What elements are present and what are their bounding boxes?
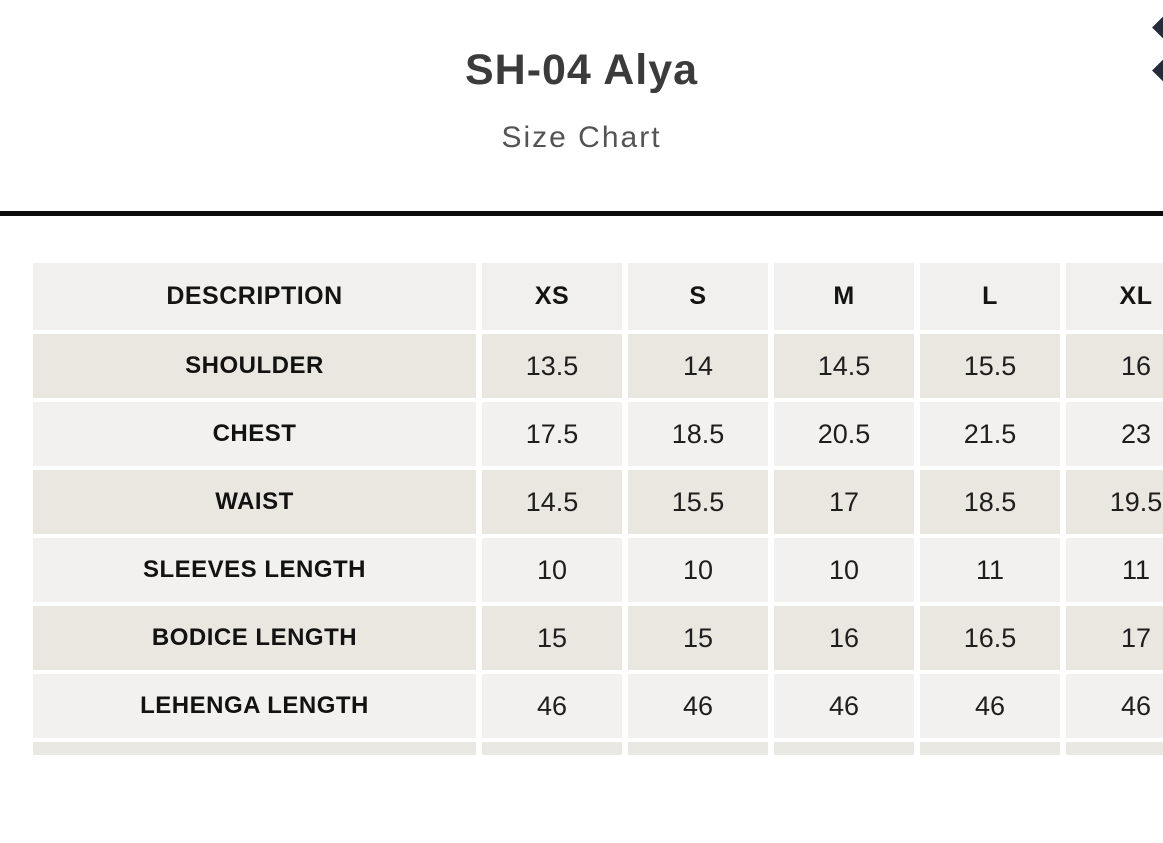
cell-value: 10 — [774, 538, 914, 602]
table-row-waist — [33, 470, 1163, 534]
row-label: WAIST — [33, 470, 476, 534]
cell-value: 15.5 — [920, 334, 1060, 398]
divider-line — [0, 211, 1163, 216]
cell-value: 14.5 — [774, 334, 914, 398]
cell-value: 46 — [920, 674, 1060, 738]
table-header-row — [33, 263, 1163, 330]
table-row-sleeves-length — [33, 538, 1163, 602]
page-subtitle: Size Chart — [501, 121, 662, 155]
cell-value: 46 — [628, 674, 768, 738]
column-header-m: M — [774, 263, 914, 330]
row-label: LEHENGA LENGTH — [33, 674, 476, 738]
cell-value: 46 — [774, 674, 914, 738]
cell-value: 16 — [1066, 334, 1163, 398]
cell-value: 15 — [482, 606, 622, 670]
cell-value: 14.5 — [482, 470, 622, 534]
row-label: CHEST — [33, 402, 476, 466]
cell-value: 16 — [774, 606, 914, 670]
column-header-xs: XS — [482, 263, 622, 330]
cell-value: 20.5 — [774, 402, 914, 466]
page-title: SH-04 Alya — [464, 46, 699, 94]
page-header — [0, 0, 1163, 155]
cell-value: 10 — [628, 538, 768, 602]
cell-value: 46 — [482, 674, 622, 738]
cell-value: 21.5 — [920, 402, 1060, 466]
cell-value: 17.5 — [482, 402, 622, 466]
cell-value: 17 — [774, 470, 914, 534]
cell-value: 15 — [628, 606, 768, 670]
cell-value: 13.5 — [482, 334, 622, 398]
cell-value: 14 — [628, 334, 768, 398]
cell-value: 15.5 — [628, 470, 768, 534]
cell-value: 17 — [1066, 606, 1163, 670]
cell-value: 46 — [1066, 674, 1163, 738]
cell-value: 16.5 — [920, 606, 1060, 670]
cell-value: 11 — [1066, 538, 1163, 602]
row-label: BODICE LENGTH — [33, 606, 476, 670]
column-header-description: DESCRIPTION — [33, 263, 476, 330]
table-row-partial-clipped — [33, 742, 1163, 755]
table-row-bodice-length — [33, 606, 1163, 670]
table-row-lehenga-length — [33, 674, 1163, 738]
size-chart-table — [33, 263, 1163, 755]
table-row-shoulder — [33, 334, 1163, 398]
column-header-xl: XL — [1066, 263, 1163, 330]
cell-value: 18.5 — [920, 470, 1060, 534]
table-row-chest — [33, 402, 1163, 466]
cell-value: 19.5 — [1066, 470, 1163, 534]
cell-value: 10 — [482, 538, 622, 602]
column-header-s: S — [628, 263, 768, 330]
cell-value: 23 — [1066, 402, 1163, 466]
row-label: SLEEVES LENGTH — [33, 538, 476, 602]
cell-value: 11 — [920, 538, 1060, 602]
row-label: SHOULDER — [33, 334, 476, 398]
cell-value: 18.5 — [628, 402, 768, 466]
column-header-l: L — [920, 263, 1060, 330]
